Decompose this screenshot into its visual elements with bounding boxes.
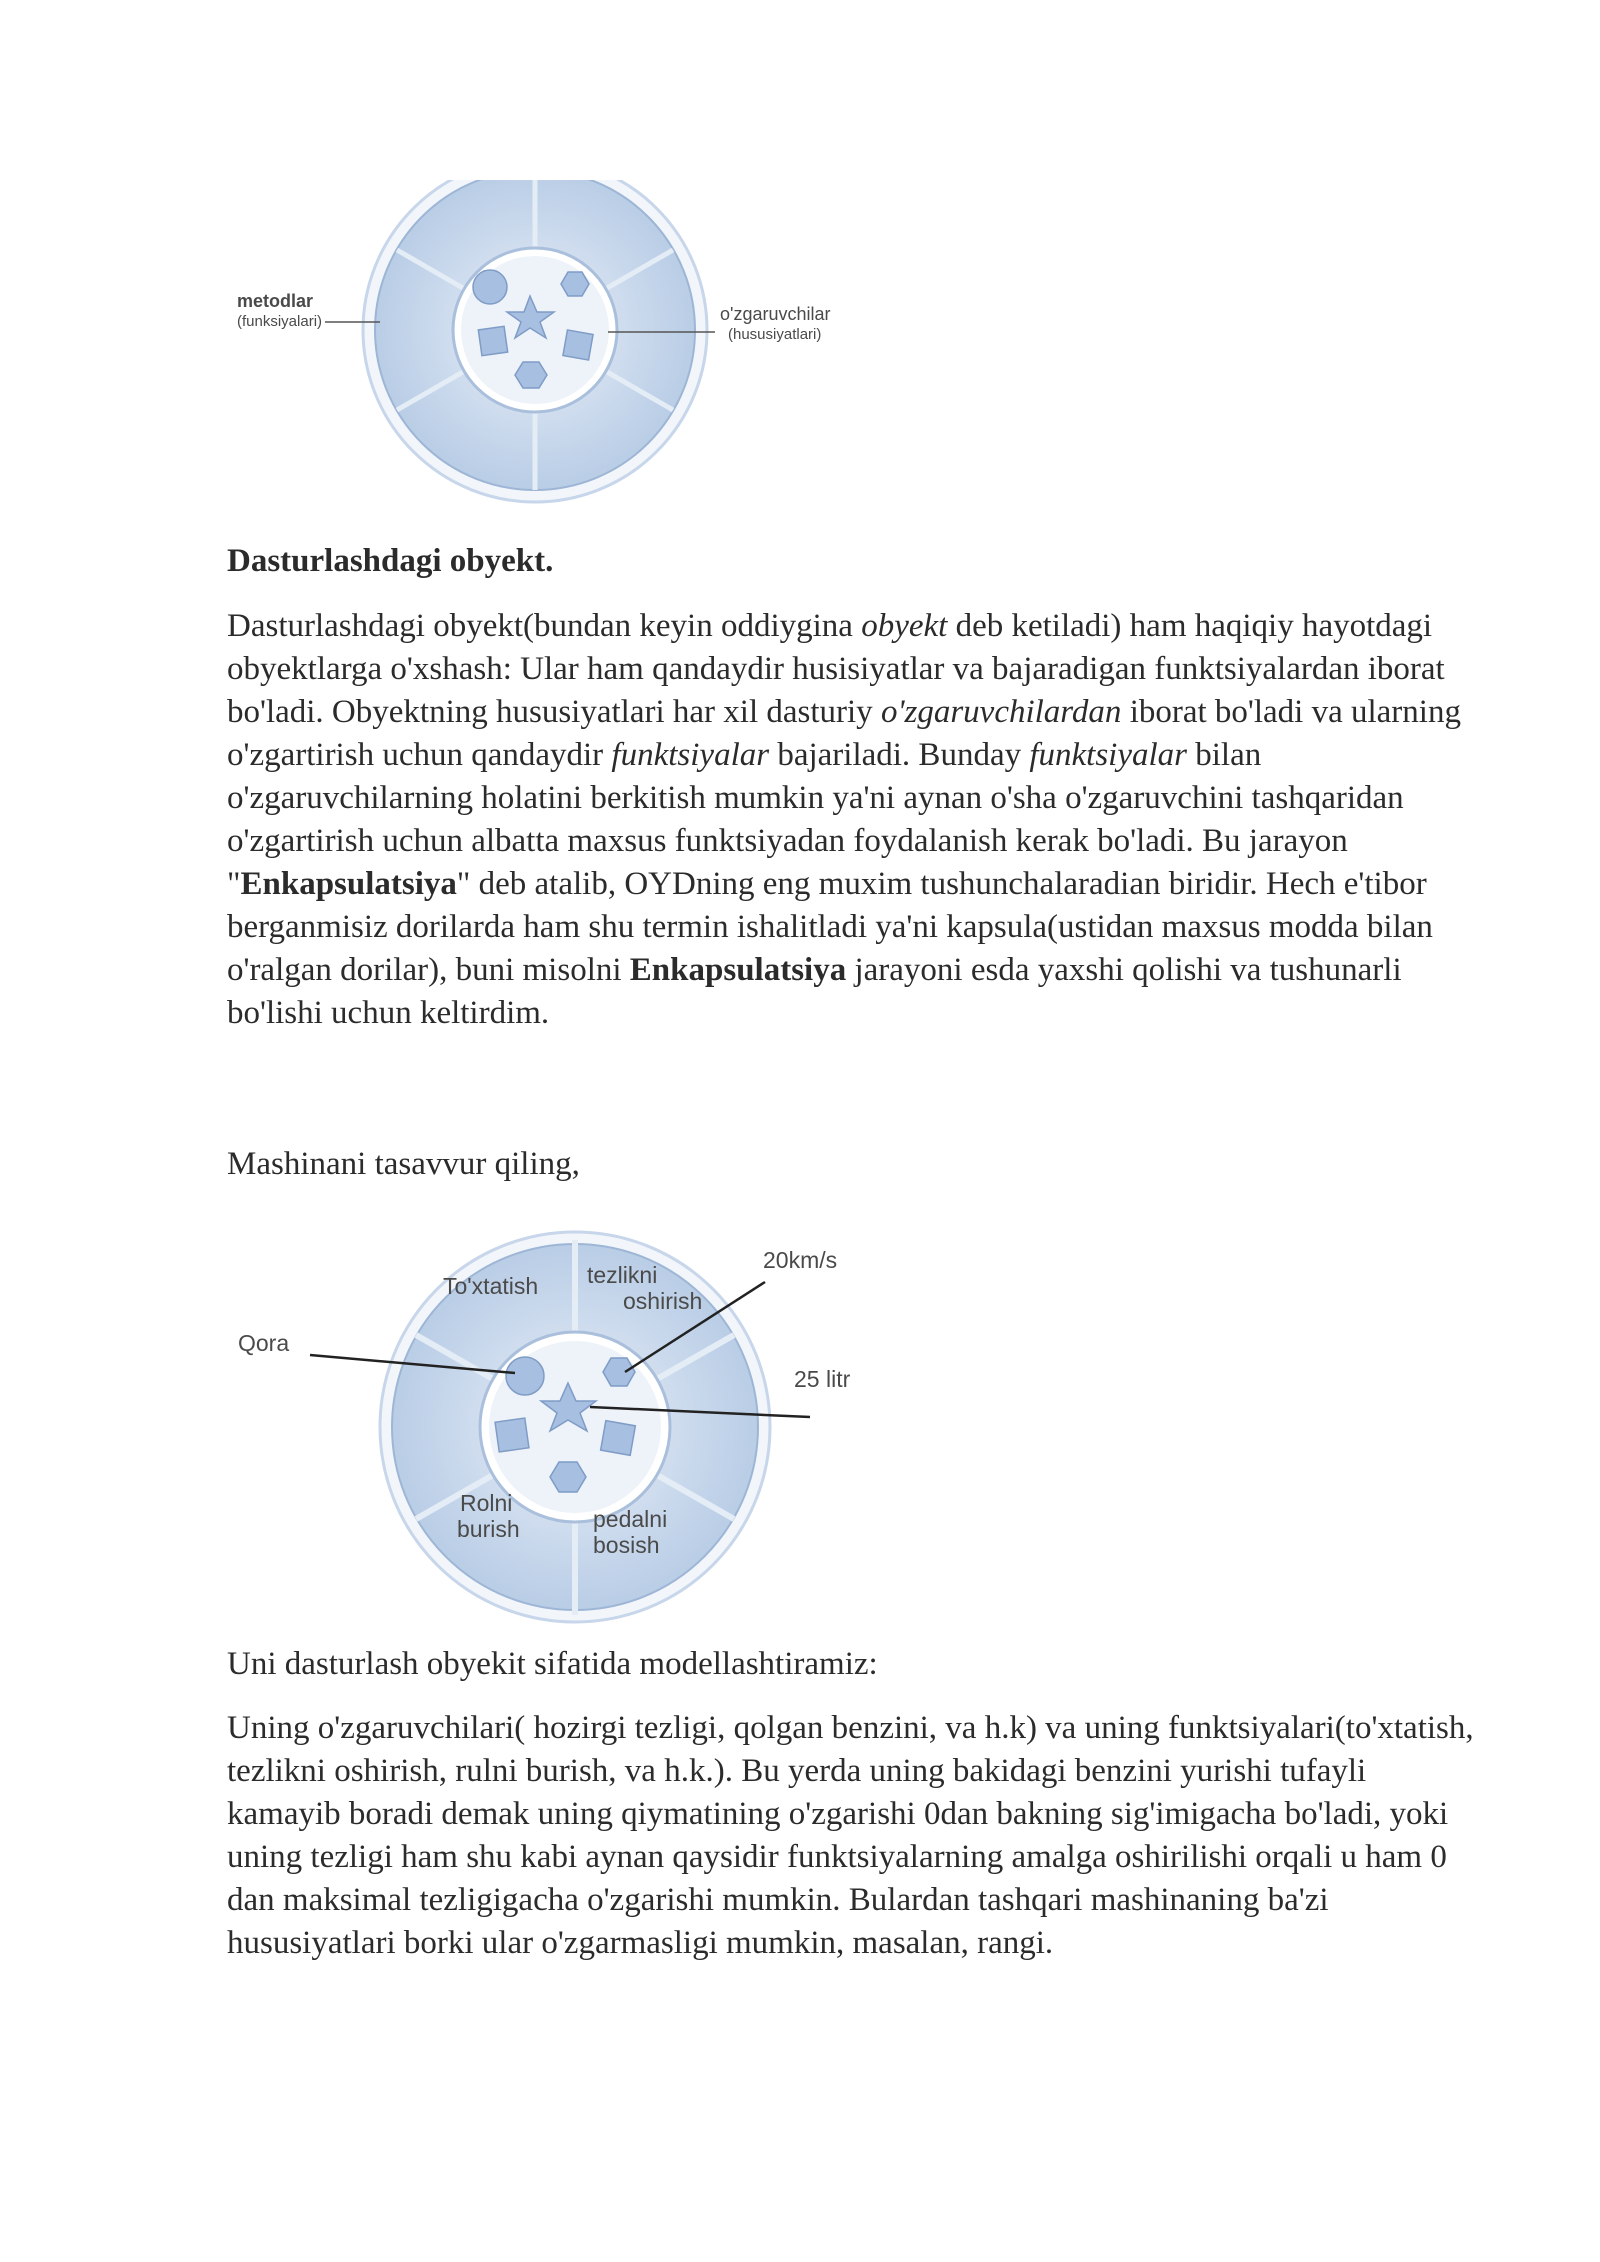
segment-label-steer-1: Rolni	[460, 1490, 513, 1516]
italic-term: obyekt	[861, 608, 948, 644]
variables-label: o'zgaruvchilar	[720, 304, 831, 324]
text-run: jarayoni esda yaxshi qolishi va tushunarli bo'lishi uchun keltirdim.	[227, 952, 1402, 1031]
text-run: bilan o'zgaruvchilarning holatini berkitish mumkin ya'ni aynan o'sha o'zgaruvchini tashqaridan o'zgartirish uchun albatta maxsus funktsiyadan foydalanish kerak bo'ladi. Bu jarayon "	[227, 737, 1404, 902]
speed-label: 20km/s	[763, 1247, 838, 1273]
object-diagram	[220, 180, 920, 520]
paragraph-text: Uning o'zgaruvchilari( hozirgi tezligi, qolgan benzini, va h.k) va uning funktsiyalari(to'xtatish, tezlikni oshirish, rulni burish, va h.k.). Bu yerda uning bakidagi benzini yurishi tufayli kamayib boradi demak uning qiymatining o'zgarishi 0dan bakning sig'imigacha bo'ladi, yoki uning tezligi ham shu kabi aynan qaysidir funktsiyalarning amalga oshirilishi orqali u ham 0 dan maksimal tezligigacha o'zgarishi mumkin. Bulardan tashqari mashinaning ba'zi hususiyatlari borki ular o'zgarmasligi mumkin, masalan, rangi.	[227, 1710, 1474, 1961]
segment-label-stop: To'xtatish	[443, 1273, 539, 1299]
segment-label-accelerate-2: oshirish	[623, 1288, 703, 1314]
heading-block	[227, 540, 1487, 583]
paragraph-object-definition	[227, 605, 1487, 1035]
bold-term: Enkapsulatsiya	[240, 866, 457, 902]
car-object-diagram	[220, 1215, 920, 1635]
paragraph-text: Mashinani tasavvur qiling,	[227, 1146, 580, 1182]
section-heading: Dasturlashdagi obyekt.	[227, 543, 554, 579]
text-run: " deb atalib, OYDning eng muxim tushunchalaradian biridir. Hech e'tibor berganmisiz dorilarda ham shu termin ishalitladi ya'ni kapsula(ustidan maxsus modda bilan o'ralgan dorilar), buni misolni	[227, 866, 1433, 988]
text-run: Dasturlashdagi obyekt(bundan keyin oddiygina	[227, 608, 862, 644]
text-run: iborat bo'ladi va ularning o'zgartirish uchun qandaydir	[227, 694, 1461, 773]
paragraph-imagine-car	[227, 1143, 1487, 1186]
italic-term: o'zgaruvchilardan	[880, 694, 1122, 730]
italic-term: funktsiyalar	[1029, 737, 1187, 773]
paragraph-text: Uni dasturlash obyekit sifatida modellashtiramiz:	[227, 1646, 878, 1682]
segment-label-accelerate-1: tezlikni	[587, 1262, 658, 1288]
paragraph-model-intro	[227, 1643, 1487, 1686]
color-label: Qora	[238, 1330, 290, 1356]
methods-sublabel: (funksiyalari)	[237, 313, 323, 330]
italic-term: funktsiyalar	[611, 737, 770, 773]
text-run: deb ketiladi) ham haqiqiy hayotdagi obyektlarga o'xshash: Ular ham qandaydir husisiyatlar va bajaradigan funktsiyalardan iborat bo'ladi. Obyektning hususiyatlari har xil dasturiy	[227, 608, 1445, 730]
segment-label-pedal-2: bosish	[593, 1532, 660, 1558]
fuel-label: 25 litr	[794, 1366, 851, 1392]
methods-label: metodlar	[237, 291, 314, 311]
text-run: bajariladi. Bunday	[769, 737, 1030, 773]
paragraph-car-model	[227, 1707, 1487, 1965]
bold-term: Enkapsulatsiya	[629, 952, 847, 988]
segment-label-pedal-1: pedalni	[593, 1506, 668, 1532]
variables-sublabel: (hususiyatlari)	[728, 326, 822, 343]
segment-label-steer-2: burish	[457, 1516, 520, 1542]
